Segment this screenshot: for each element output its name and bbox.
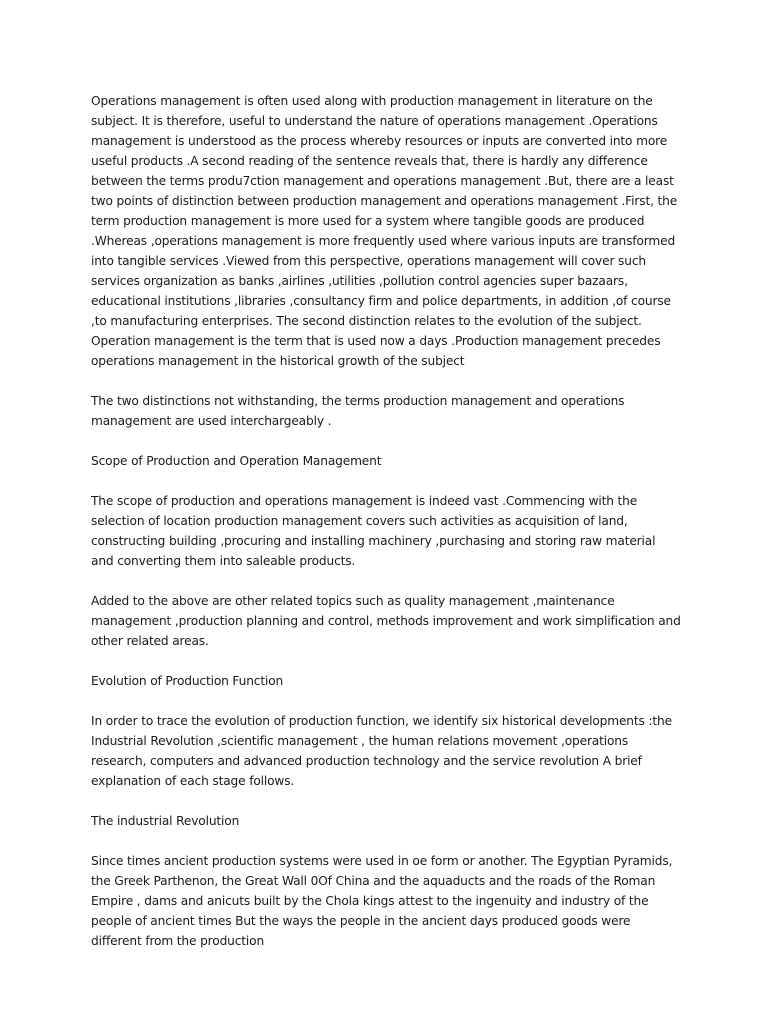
paragraph-intro: Operations management is often used along with production management in literature on the subject. It is therefore, useful to understand the nature of operations management .Operations management is understood as the process whereby resources or inputs are converted into more useful products .A second reading of the sentence reveals that, there is hardly any difference between the terms produ7ction management and operations management .But, there are a least two points of distinction between production management and operations management .First, the term production management is more used for a system where tangible goods are produced .Whereas ,operations management is more frequently used where various inputs are transformed into tangible services .Viewed from this perspective, operations management will cover such services organization as banks ,airlines ,utilities ,pollution control agencies super bazaars, educational institutions ,libraries ,consultancy firm and police departments, in addition ,of course ,to manufacturing enterprises. The second distinction relates to the evolution of the subject. Operation management is the term that is used now a days .Production management precedes operations management in the historical growth of the subject bbox=[91, 94, 678, 368]
paragraph-scope: The scope of production and operations management is indeed vast .Commencing with the selection of location production management covers such activities as acquisition of land, constructing building ,procuring and installing machinery ,purchasing and storing raw material and converting them into saleable products. bbox=[91, 494, 656, 568]
paragraph-distinctions: The two distinctions not withstanding, the terms production management and operations management are used interchargeably . bbox=[91, 394, 625, 428]
document-body bbox=[91, 91, 681, 971]
heading-evolution: Evolution of Production Function bbox=[91, 674, 284, 688]
paragraph-evolution: In order to trace the evolution of production function, we identify six historical developments :the Industrial Revolution ,scientific management , the human relations movement ,operations research, computers and advanced production technology and the service revolution A brief explanation of each stage follows. bbox=[91, 714, 672, 788]
paragraph-related-topics: Added to the above are other related topics such as quality management ,maintenance management ,production planning and control, methods improvement and work simplification and other related areas. bbox=[91, 594, 681, 648]
heading-industrial-revolution: The industrial Revolution bbox=[91, 814, 240, 828]
heading-scope: Scope of Production and Operation Management bbox=[91, 454, 382, 468]
paragraph-industrial-revolution: Since times ancient production systems were used in oe form or another. The Egyptian Pyramids, the Greek Parthenon, the Great Wall 0Of China and the aquaducts and the roads of the Roman Empire , dams and anicuts built by the Chola kings attest to the ingenuity and industry of the people of ancient times But the ways the people in the ancient days produced goods were different from the production bbox=[91, 854, 673, 948]
